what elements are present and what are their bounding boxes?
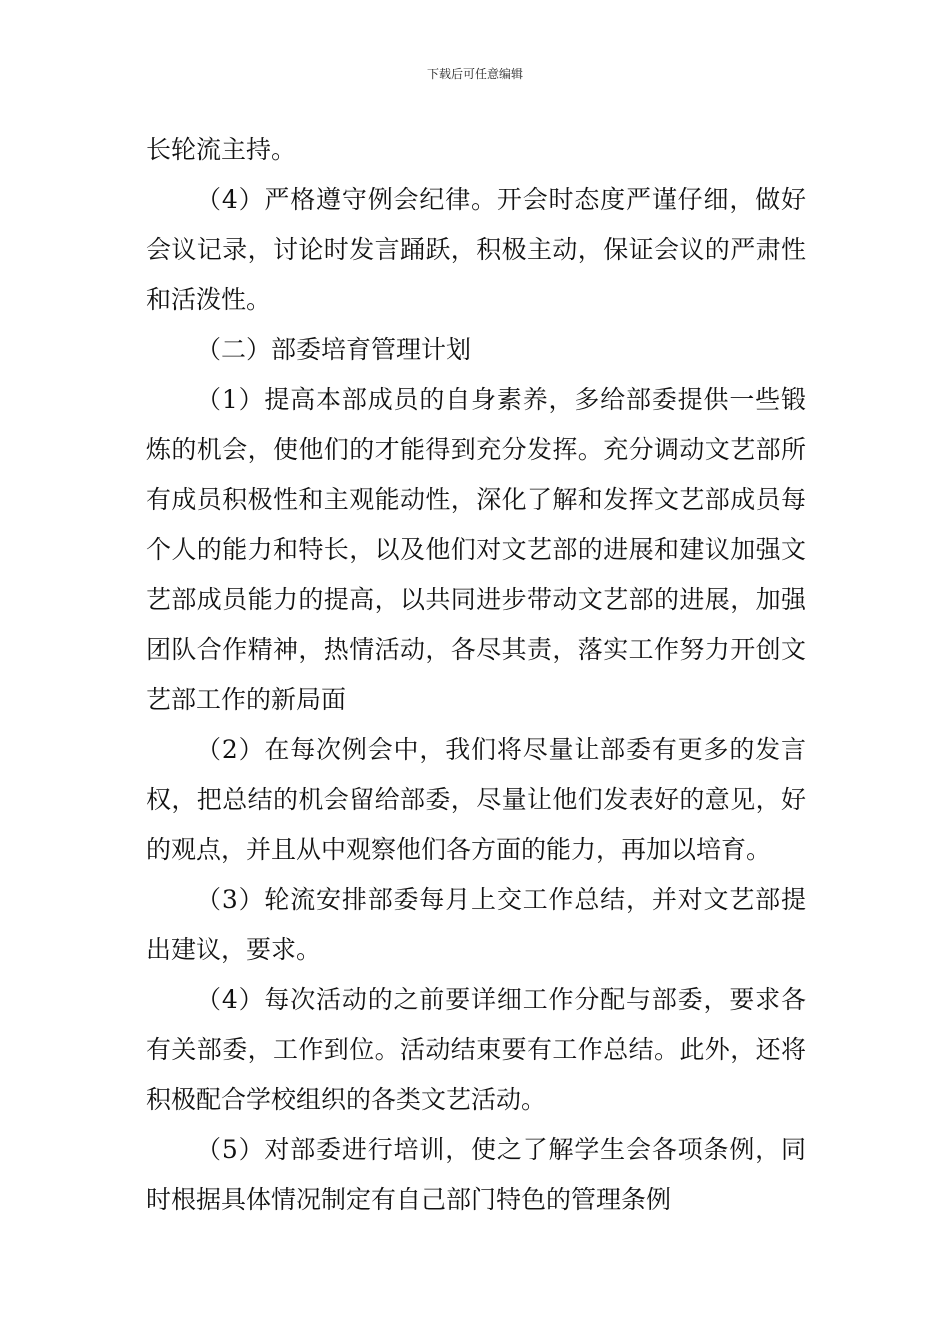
page-header: 下载后可任意编辑: [426, 67, 523, 81]
paragraph-item-2: （2）在每次例会中，我们将尽量让部委有更多的发言权，把总结的机会留给部委，尽量让他们发表好的意见，好的观点，并且从中观察他们各方面的能力，再加以培育。: [146, 735, 806, 864]
paragraph-item-4: （4）每次活动的之前要详细工作分配与部委，要求各有关部委，工作到位。活动结束要有工作总结。此外，还将积极配合学校组织的各类文艺活动。: [146, 985, 806, 1114]
paragraph-item-3: （3）轮流安排部委每月上交工作总结，并对文艺部提出建议，要求。: [146, 885, 806, 964]
paragraph-item-1: （1）提高本部成员的自身素养，多给部委提供一些锻炼的机会，使他们的才能得到充分发挥。充分调动文艺部所有成员积极性和主观能动性，深化了解和发挥文艺部成员每个人的能力和特长，以及他们对文艺部的进展和建议加强文艺部成员能力的提高，以共同进步带动文艺部的进展，加强团队合作精神，热情活动，各尽其责，落实工作努力开创文艺部工作的新局面: [146, 385, 806, 714]
paragraph-meeting-discipline: （4）严格遵守例会纪律。开会时态度严谨仔细，做好会议记录，讨论时发言踊跃，积极主动，保证会议的严肃性和活泼性。: [146, 185, 806, 314]
paragraph-continuation: 长轮流主持。: [146, 135, 297, 164]
document-body: [146, 125, 806, 1225]
section-heading: （二）部委培育管理计划: [196, 335, 472, 364]
paragraph-item-5: （5）对部委进行培训，使之了解学生会各项条例，同时根据具体情况制定有自己部门特色的管理条例: [146, 1135, 806, 1214]
